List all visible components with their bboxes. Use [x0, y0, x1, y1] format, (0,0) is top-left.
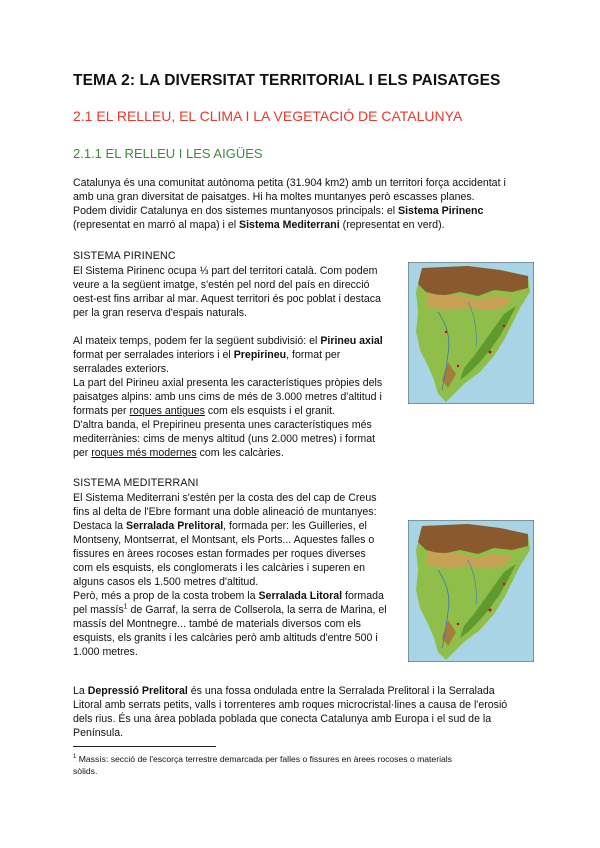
footnote-ref[interactable]: 1: [123, 603, 128, 611]
pirinenc-heading: SISTEMA PIRINENC: [73, 250, 176, 262]
mediterrani-heading: SISTEMA MEDITERRANI: [73, 477, 199, 489]
pirinenc-paragraph-2: Al mateix temps, podem fer la següent subdivisió: el Pirineu axial format per serralades interiors i el Prepirineu, format per serralades exteriors. La part del Pirineu axial presenta les característiques pròpies dels paisatges alpins: amb uns cims de més de 3.000 metres d'altitud i formats per roques antigues com els esquists i el granit. D'altra banda, el Prepirineu presenta unes característiques més mediterrànies: cims de menys altitud (uns 2.000 metres) i format per roques més modernes com les calcàries.: [73, 335, 383, 459]
footnote-separator: [73, 746, 216, 747]
pirinenc-paragraph-1: El Sistema Pirinenc ocupa ⅓ part del territori català. Com podem veure a la següent imatge, s'estén pel nord del país en direcció oest-est fins arribar al mar. Aquest territori és poc poblat i destaca per la gran reserva d'espais naturals.: [73, 265, 381, 319]
intro-line: amb una gran diversitat de paisatges. Hi ha moltes muntanyes però escasses planes.: [73, 191, 475, 203]
map-city-marker: [445, 331, 447, 333]
map-city-marker: [503, 583, 505, 585]
map-city-marker: [457, 623, 459, 625]
catalonia-relief-map-mediterranean: [408, 520, 534, 662]
catalonia-relief-map-pyrenees: [408, 262, 534, 404]
intro-line: (representat en marró al mapa) i el Sistema Mediterrani (representat en verd).: [73, 219, 445, 231]
intro-line: Catalunya és una comunitat autònoma petita (31.904 km2) amb un territori força accidentat i: [73, 177, 506, 189]
map-city-marker: [503, 325, 505, 327]
section-heading: 2.1 EL RELLEU, EL CLIMA I LA VEGETACIÓ DE CATALUNYA: [73, 108, 463, 124]
intro-line: Podem dividir Catalunya en dos sistemes muntanyosos principals: el Sistema Pirinenc: [73, 205, 484, 217]
subsection-heading: 2.1.1 EL RELLEU I LES AIGÜES: [73, 146, 263, 161]
map-city-marker: [489, 351, 492, 354]
footnote: $^1$ Massís: secció de l'escorça terrestre demarcada per falles o fissures en àrees rocoses o materials sòlids.: [73, 754, 452, 776]
mediterrani-paragraph-1: El Sistema Mediterrani s'estén per la costa des del cap de Creus fins al delta de l'Ebre formant una doble alineació de muntanyes: Destaca la Serralada Prelitoral, formada per: les Guilleries, el Montseny, Montserrat, el Montsant, els Ports... Aquestes falles o fissures en àrees rocoses estan formades per roques diverses com els esquists, els conglomerats i les calcàries i superen en alguns casos els 1.500 metres d'altitud. Però, més a prop de la costa trobem la Serralada Litoral formada pel massís$^1$ de Garraf, la serra de Collserola, la serra de Marina, el massís del Montnegre... també de materials diversos com els esquists, els granits i les calcàries però amb altituds d'entre 500 i 1.000 metres.: [73, 492, 387, 658]
depressio-paragraph: La Depressió Prelitoral és una fossa ondulada entre la Serralada Prelitoral i la Serralada Litoral amb serrats petits, valls i torrenteres amb roques microcristal·lines a causa de l'erosió dels rius. És una àrea poblada poblada que conecta Catalunya amb Europa i el sud de la Península.: [73, 685, 508, 739]
map-city-marker: [489, 609, 492, 612]
page-title: TEMA 2: LA DIVERSITAT TERRITORIAL I ELS PAISATGES: [73, 72, 501, 89]
map-city-marker: [457, 365, 459, 367]
intro-paragraph: [73, 176, 531, 232]
